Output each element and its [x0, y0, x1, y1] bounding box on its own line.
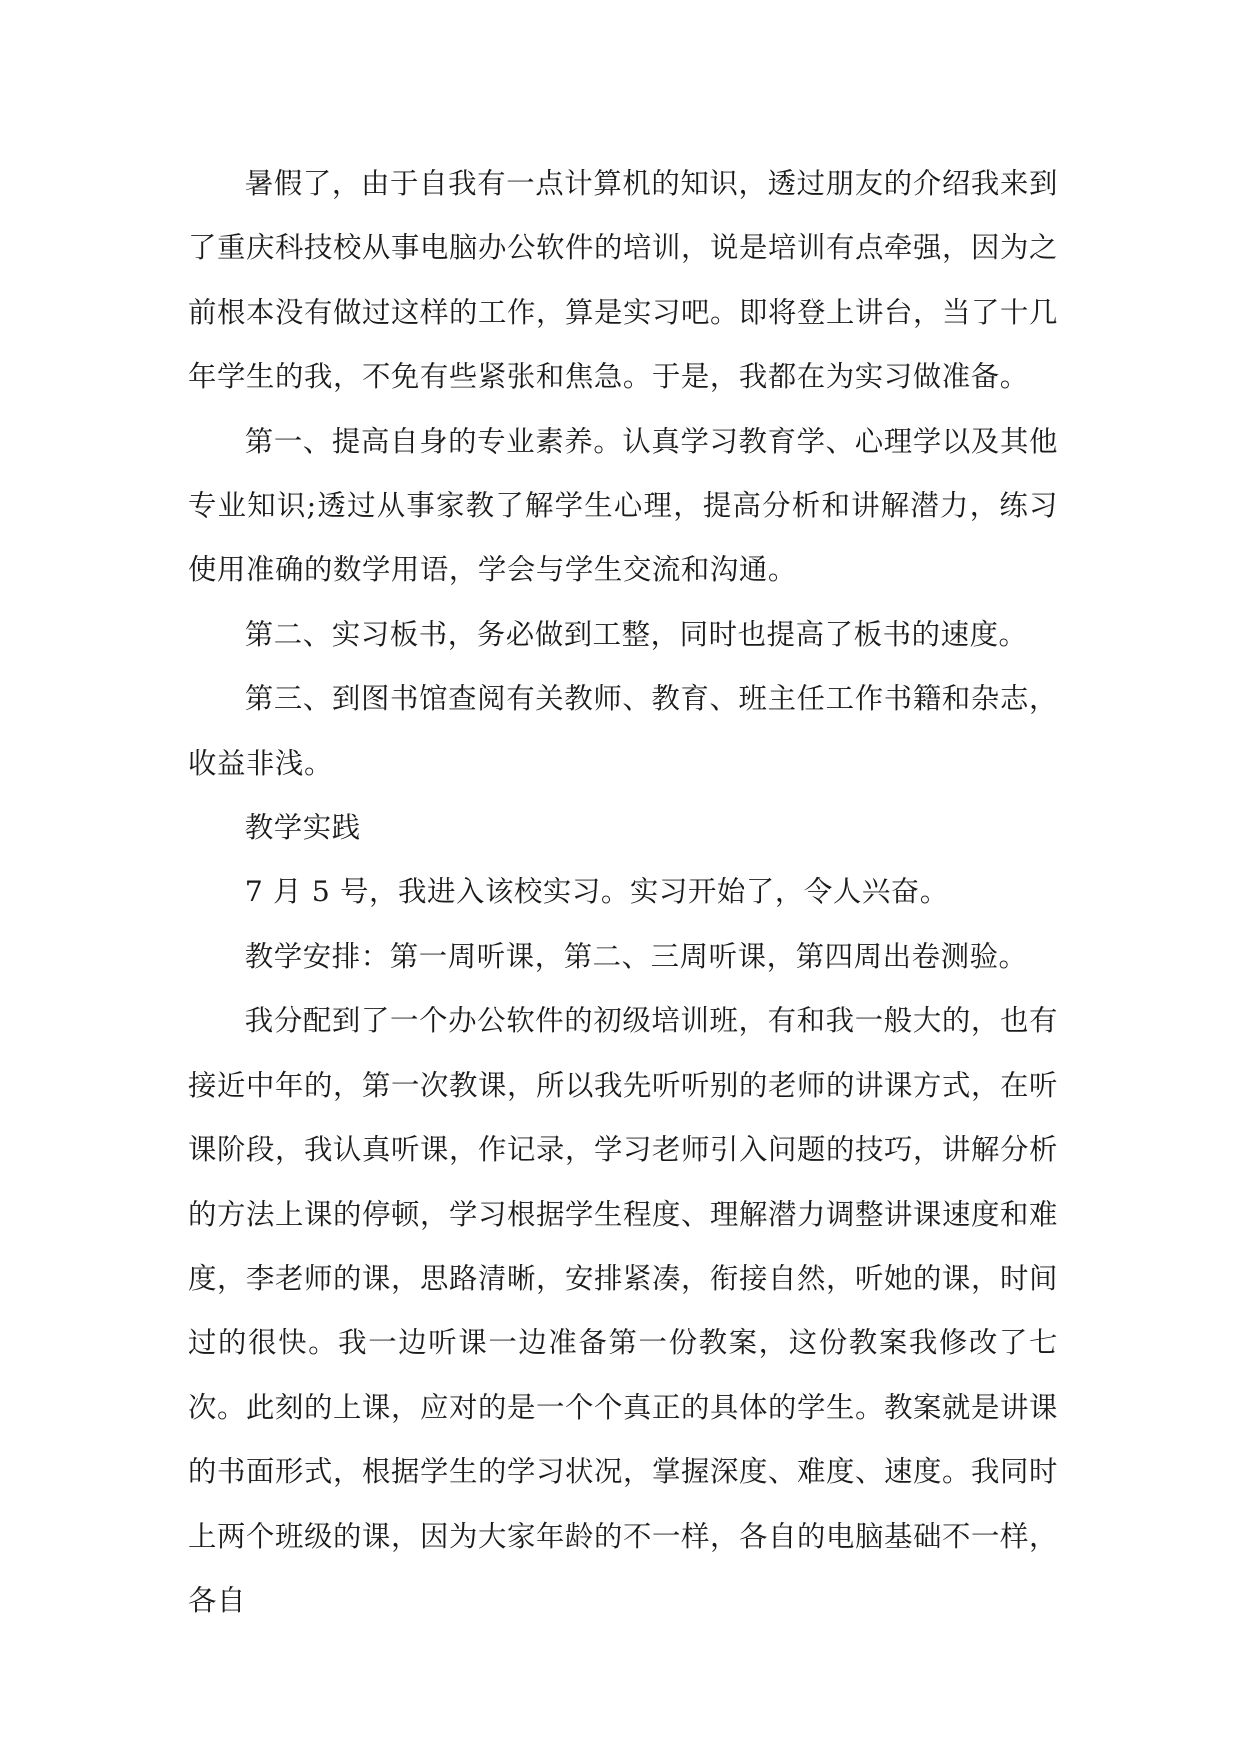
- section-heading-teaching-practice: 教学实践: [244, 811, 361, 845]
- paragraph-intro: 暑假了，由于自我有一点计算机的知识，透过朋友的介绍我来到了重庆科技校从事电脑办公软件的培训，说是培训有点牵强，因为之前根本没有做过这样的工作，算是实习吧。即将登上讲台，当了十几年学生的我，不免有些紧张和焦急。于是，我都在为实习做准备。: [188, 167, 1058, 394]
- paragraph-class-assignment: 我分配到了一个办公软件的初级培训班，有和我一般大的，也有接近中年的，第一次教课，所以我先听听别的老师的讲课方式，在听课阶段，我认真听课，作记录，学习老师引入问题的技巧，讲解分析的方法上课的停顿，学习根据学生程度、理解潜力调整讲课速度和难度，李老师的课，思路清晰，安排紧凑，衔接自然，听她的课，时间过的很快。我一边听课一边准备第一份教案，这份教案我修改了七次。此刻的上课，应对的是一个个真正的具体的学生。教案就是讲课的书面形式，根据学生的学习状况，掌握深度、难度、速度。我同时上两个班级的课，因为大家年龄的不一样，各自的电脑基础不一样，各自: [188, 1004, 1058, 1617]
- paragraph-schedule: 教学安排：第一周听课，第二、三周听课，第四周出卷测验。: [244, 939, 1028, 973]
- paragraph-third-point: 第三、到图书馆查阅有关教师、教育、班主任工作书籍和杂志，收益非浅。: [188, 682, 1058, 780]
- paragraph-start-date: 7 月 5 号，我进入该校实习。实习开始了，令人兴奋。: [244, 875, 949, 909]
- paragraph-second-point: 第二、实习板书，务必做到工整，同时也提高了板书的速度。: [244, 617, 1028, 651]
- document-body: [188, 152, 1058, 1633]
- paragraph-first-point: 第一、提高自身的专业素养。认真学习教育学、心理学以及其他专业知识;透过从事家教了解学生心理，提高分析和讲解潜力，练习使用准确的数学用语，学会与学生交流和沟通。: [188, 424, 1058, 587]
